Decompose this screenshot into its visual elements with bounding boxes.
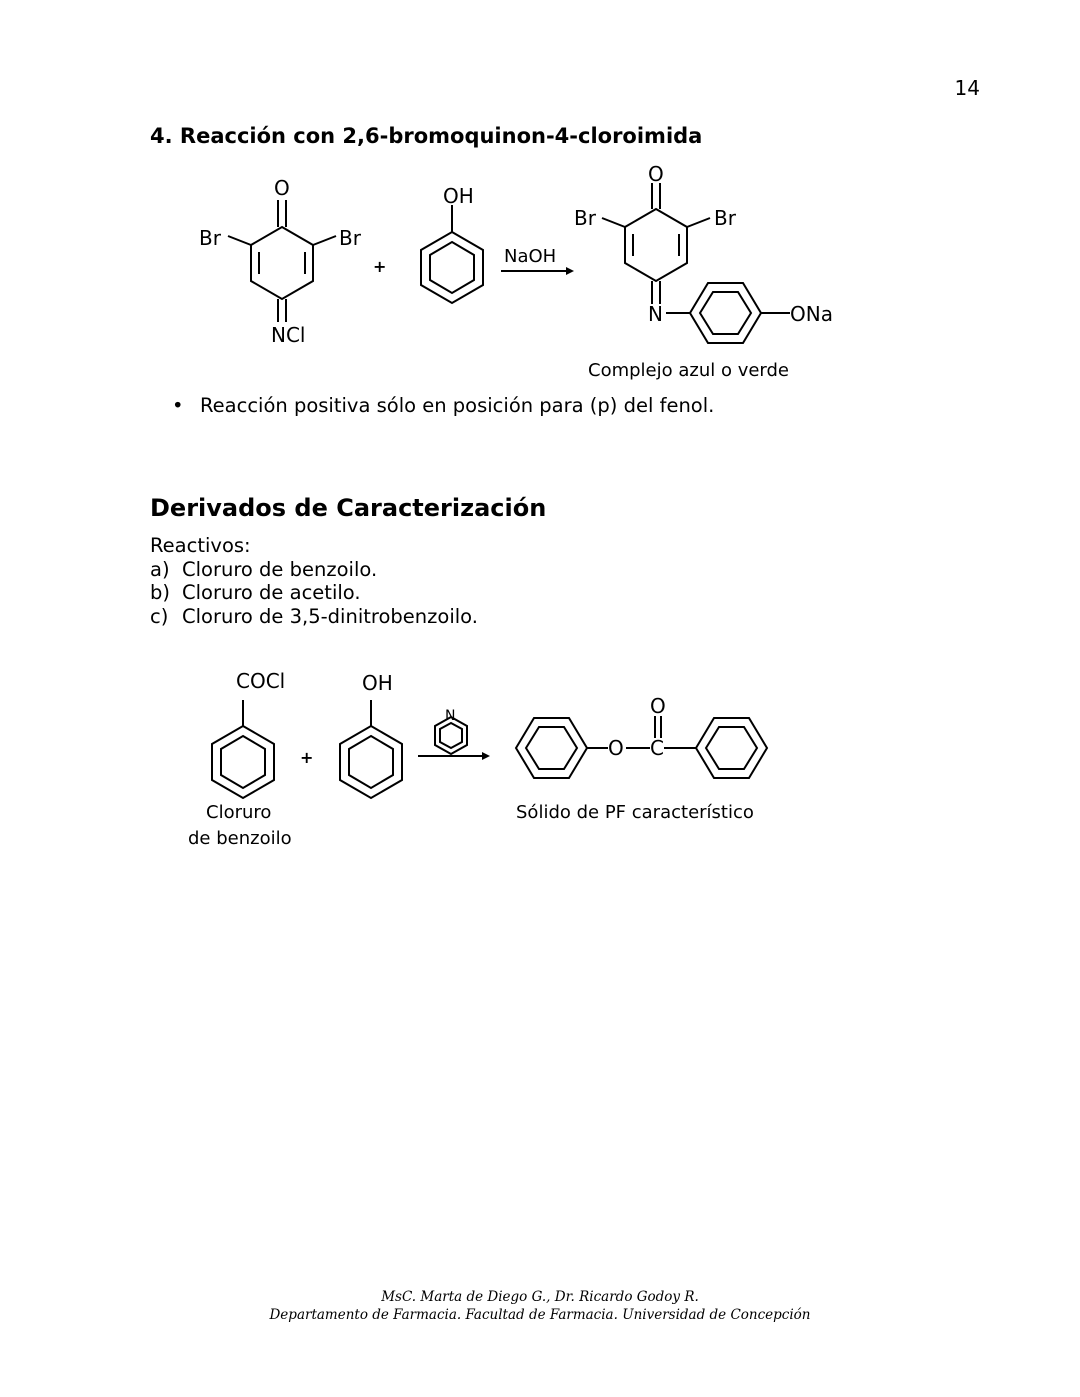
reactivos-label: Reactivos: <box>150 534 251 557</box>
product-oxygen: O <box>648 162 664 186</box>
list-item: a) Cloruro de benzoilo. <box>150 557 378 581</box>
page-number: 14 <box>954 76 980 100</box>
reactant-caption-line1: Cloruro <box>206 802 272 823</box>
list-item: c) Cloruro de 3,5-dinitrobenzoilo. <box>150 604 478 628</box>
ester-oxygen: O <box>608 736 624 760</box>
reactant1-br-left: Br <box>199 226 221 250</box>
page-footer <box>0 1288 1080 1324</box>
bullet-item <box>172 394 714 417</box>
derivados-heading: Derivados de Caracterización <box>150 494 547 522</box>
phenol-oh: OH <box>443 184 474 208</box>
reaction-scheme-2 <box>0 650 1080 870</box>
bullet-dot: • <box>172 394 184 417</box>
cocl-label: COCl <box>236 669 286 693</box>
product-br-left: Br <box>574 206 596 230</box>
product-caption: Complejo azul o verde <box>588 360 790 381</box>
reactant-caption-line2: de benzoilo <box>188 828 292 849</box>
carbonyl-carbon: C <box>650 736 664 760</box>
ester-caption: Sólido de PF característico <box>516 802 754 823</box>
reagent-naoh: NaOH <box>504 246 557 267</box>
reactant1-oxygen: O <box>274 176 290 200</box>
carbonyl-oxygen: O <box>650 694 666 718</box>
footer-authors: MsC. Marta de Diego G., Dr. Ricardo Godoy R. <box>381 1289 699 1305</box>
product-br-right: Br <box>714 206 736 230</box>
bullet-text: Reacción positiva sólo en posición para (p) del fenol. <box>200 394 715 417</box>
list-item: b) Cloruro de acetilo. <box>150 581 361 604</box>
product-quinone-ring <box>625 209 687 281</box>
reactant1-ncl: NCl <box>271 323 306 347</box>
product-nitrogen: N <box>648 302 663 326</box>
section-title: Reacción con 2,6-bromoquinon-4-cloroimida <box>179 124 703 148</box>
pyridine-nitrogen: N <box>445 708 456 724</box>
reactant1-br-right: Br <box>339 226 361 250</box>
product-ona: ONa <box>790 302 833 326</box>
phenol-oh-2: OH <box>362 671 393 695</box>
reaction-scheme-1 <box>0 0 1080 400</box>
reactivos-list <box>150 534 478 628</box>
plus-sign: + <box>373 257 387 276</box>
footer-institution: Departamento de Farmacia. Facultad de Farmacia. Universidad de Concepción <box>269 1307 811 1323</box>
quinone-ring <box>251 227 313 299</box>
plus-sign-2: + <box>300 748 314 767</box>
section-number: 4. <box>150 124 173 148</box>
